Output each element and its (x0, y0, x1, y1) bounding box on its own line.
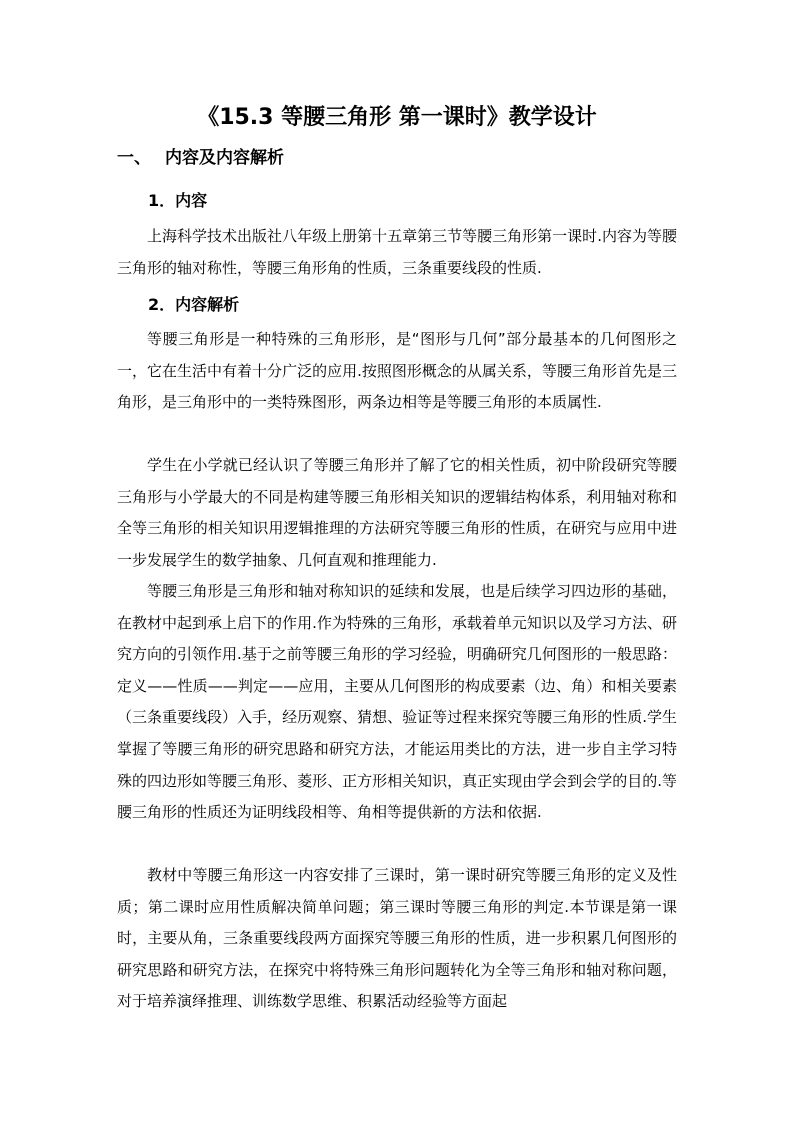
subsection-heading-content: 1．内容 (148, 191, 208, 210)
analysis-paragraph-1: 等腰三角形是一种特殊的三角形形，是“图形与几何”部分最基本的几何图形之一，它在生活中有着十分广泛的应用.按照图形概念的从属关系，等腰三角形首先是三角形，是三角形中的一类特殊图形，两条边相等是等腰三角形的本质属性. (117, 330, 677, 412)
subsection-heading-analysis: 2．内容解析 (148, 295, 240, 314)
analysis-paragraph-3: 等腰三角形是三角形和轴对称知识的延续和发展，也是后续学习四边形的基础，在教材中起到承上启下的作用.作为特殊的三角形，承载着单元知识以及学习方法、研究方向的引领作用.基于之前等腰三角形的学习经验，明确研究几何图形的一般思路：定义——性质——判定——应用，主要从几何图形的构成要素（边、角）和相关要素（三条重要线段）入手，经历观察、猜想、验证等过程来探究等腰三角形的性质.学生掌握了等腰三角形的研究思路和研究方法，才能运用类比的方法，进一步自主学习特殊的四边形如等腰三角形、菱形、正方形相关知识，真正实现由学会到会学的目的.等腰三角形的性质还为证明线段相等、角相等提供新的方法和依据. (117, 582, 677, 822)
analysis-paragraph-4: 教材中等腰三角形这一内容安排了三课时，第一课时研究等腰三角形的定义及性质；第二课时应用性质解决简单问题；第三课时等腰三角形的判定.本节课是第一课时，主要从角，三条重要线段两方面探究等腰三角形的性质，进一步积累几何图形的研究思路和研究方法，在探究中将特殊三角形问题转化为全等三角形和轴对称问题，对于培养演绎推理、训练数学思维、积累活动经验等方面起 (117, 866, 677, 1011)
section-heading-content (117, 143, 284, 173)
section-heading-text: 内容及内容解析 (165, 148, 284, 168)
content-paragraph: 上海科学技术出版社八年级上册第十五章第三节等腰三角形第一课时.内容为等腰三角形的轴对称性，等腰三角形角的性质，三条重要线段的性质. (117, 227, 677, 277)
section-number: 一、 (117, 148, 151, 168)
document-title: 《15.3 等腰三角形 第一课时》教学设计 (197, 105, 597, 130)
analysis-paragraph-2: 学生在小学就已经认识了等腰三角形并了解了它的相关性质，初中阶段研究等腰三角形与小学最大的不同是构建等腰三角形相关知识的逻辑结构体系，利用轴对称和全等三角形的相关知识用逻辑推理的方法研究等腰三角形的性质，在研究与应用中进一步发展学生的数学抽象、几何直观和推理能力. (117, 456, 677, 569)
